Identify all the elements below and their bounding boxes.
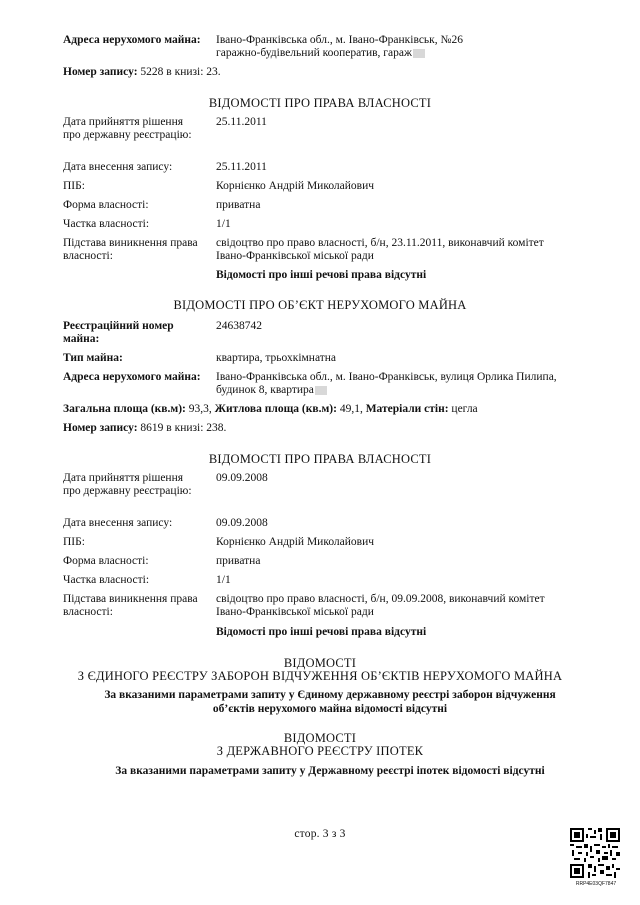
basis-line-1: свідоцтво про право власності, б/н, 09.09.2008, виконавчий комітет [216,593,545,605]
entry-date-value: 25.11.2011 [216,161,267,173]
address-line-2: гаражно-будівельний кооператив, гараж [216,47,616,60]
document-code: RRP4E03QF7847 [575,881,617,887]
object-heading: ВІДОМОСТІ ПРО ОБ’ЄКТ НЕРУХОМОГО МАЙНА [173,298,467,312]
bans-title: ВІДОМОСТІ [283,656,357,670]
basis-line-2: Івано-Франківської міської ради [216,250,374,262]
ownership-basis-value [216,593,616,619]
mortgage-text: За вказаними параметрами запиту у Державному реєстрі іпотек відомості відсутні [115,765,545,777]
mortgage-subtitle: З ДЕРЖАВНОГО РЕЄСТРУ ІПОТЕК [216,744,424,758]
ownership-share-label: Частка власності: [63,218,150,230]
entry-date-value: 09.09.2008 [216,517,268,529]
redaction-mark [315,386,327,395]
object-address-line-1: Івано-Франківська обл., м. Івано-Франківськ, вулиця Орлика Пилипа, [216,371,557,383]
basis-line-2: Івано-Франківської міської ради [216,606,374,618]
bans-text-line-1: За вказаними параметрами запиту у Єдиному державному реєстрі заборон відчуження [104,689,556,701]
other-rights-note: Відомості про інші речові права відсутні [216,269,427,281]
owner-name-label: ПІБ: [63,180,85,192]
page-number: стор. 3 з 3 [294,828,346,840]
bans-subtitle: З ЄДИНОГО РЕЄСТРУ ЗАБОРОН ВІДЧУЖЕННЯ ОБ’ЄКТІВ НЕРУХОМОГО МАЙНА [77,669,563,683]
bans-text-line-2: об’єктів нерухомого майна відомості відсутні [212,703,448,715]
object-address-line-2: будинок 8, квартира [216,384,616,397]
address-value [216,34,616,60]
reg-number-label: Реєстраційний номер майна: [63,320,174,345]
address-label: Адреса нерухомого майна: [63,34,201,46]
ownership-basis-value [216,237,616,263]
ownership-form-label: Форма власності: [63,199,149,211]
object-address-value [216,371,616,397]
ownership-basis-label: Підстава виникнення права власності: [63,237,198,262]
decision-date-label: Дата прийняття рішення про державну реєстрацію: [63,472,192,497]
property-type-value: квартира, трьохкімнатна [216,352,337,364]
owner-name-label: ПІБ: [63,536,85,548]
decision-date-value: 25.11.2011 [216,116,267,128]
other-rights-note: Відомості про інші речові права відсутні [216,626,427,638]
area-line: Загальна площа (кв.м): 93,3, Житлова площа (кв.м): 49,1, Матеріали стін: цегла [63,403,478,415]
ownership-share-value: 1/1 [216,218,231,230]
ownership-share-label: Частка власності: [63,574,150,586]
ownership-form-value: приватна [216,199,261,211]
ownership-share-value: 1/1 [216,574,231,586]
redaction-mark [413,49,425,58]
mortgage-title: ВІДОМОСТІ [283,731,357,745]
basis-line-1: свідоцтво про право власності, б/н, 23.11.2011, виконавчий комітет [216,237,544,249]
ownership-basis-label: Підстава виникнення права власності: [63,593,198,618]
address-line-1: Івано-Франківська обл., м. Івано-Франківськ, №26 [216,34,463,46]
ownership-form-value: приватна [216,555,261,567]
bans-text [40,688,620,716]
decision-date-label: Дата прийняття рішення про державну реєстрацію: [63,116,192,141]
reg-number-value: 24638742 [216,320,262,332]
object-address-label: Адреса нерухомого майна: [63,371,201,383]
qr-code-icon [570,828,620,878]
rights-heading-1: ВІДОМОСТІ ПРО ПРАВА ВЛАСНОСТІ [208,96,432,110]
record-number: Номер запису: 5228 в книзі: 23. [63,66,221,78]
property-type-label: Тип майна: [63,352,123,364]
owner-name-value: Корнієнко Андрій Миколайович [216,180,375,192]
decision-date-value: 09.09.2008 [216,472,268,484]
object-record-number: Номер запису: 8619 в книзі: 238. [63,422,227,434]
owner-name-value: Корнієнко Андрій Миколайович [216,536,375,548]
rights-heading-2: ВІДОМОСТІ ПРО ПРАВА ВЛАСНОСТІ [208,452,432,466]
entry-date-label: Дата внесення запису: [63,161,173,173]
entry-date-label: Дата внесення запису: [63,517,173,529]
ownership-form-label: Форма власності: [63,555,149,567]
